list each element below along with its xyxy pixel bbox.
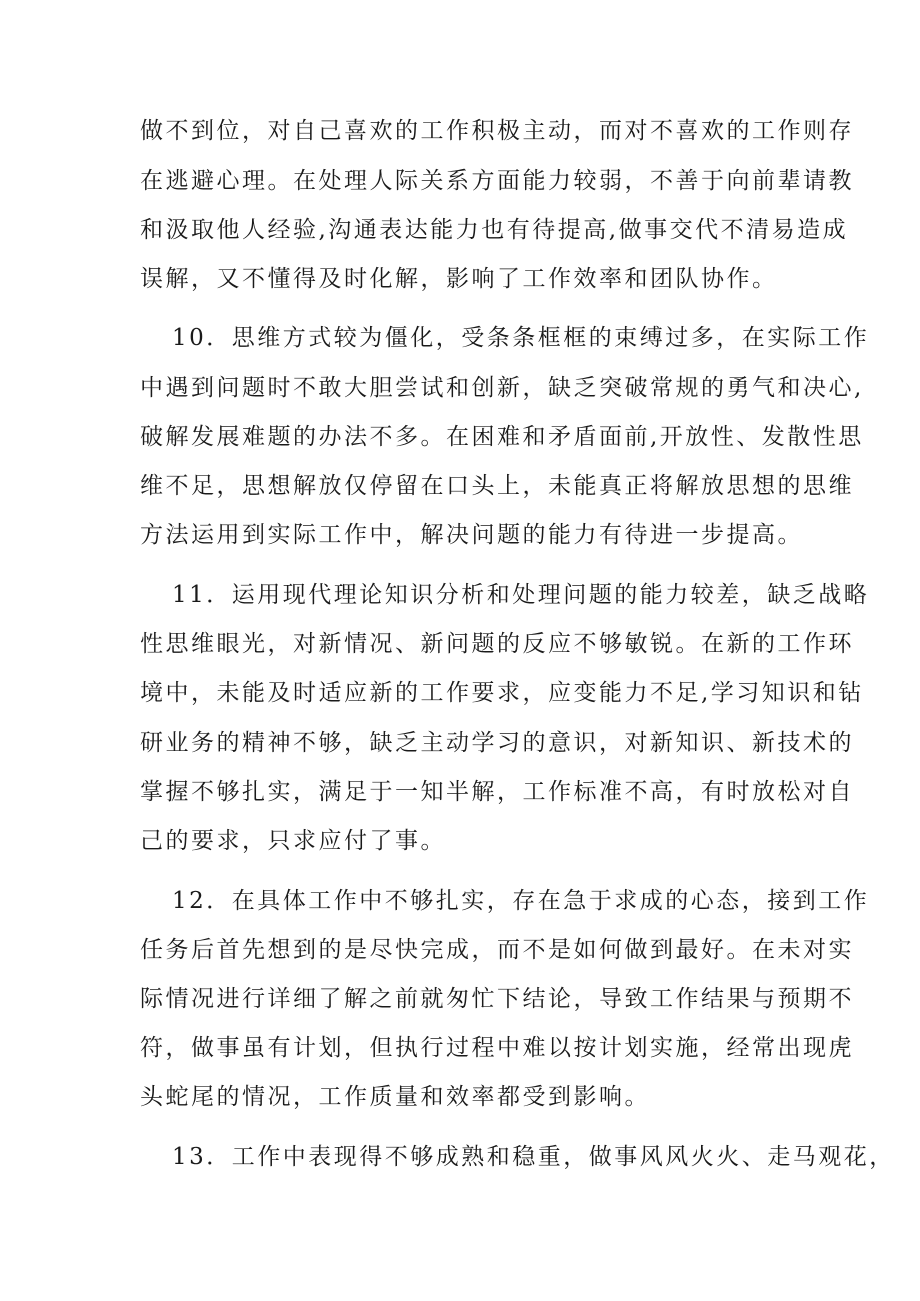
text-line: 13．工作中表现得不够成熟和稳重，做事风风火火、走马观花， xyxy=(172,1144,895,1170)
text-line: 和汲取他人经验,沟通表达能力也有待提高,做事交代不清易造成 xyxy=(140,217,849,243)
text-line: 在逃避心理。在处理人际关系方面能力较弱，不善于向前辈请教 xyxy=(140,168,854,194)
text-line: 中遇到问题时不敢大胆尝试和创新，缺乏突破常规的勇气和决心, xyxy=(140,375,864,401)
text-line: 12．在具体工作中不够扎实，存在急于求成的心态，接到工作 xyxy=(172,888,870,914)
text-line: 10．思维方式较为僵化，受条条框框的束缚过多，在实际工作 xyxy=(172,325,870,351)
text-line: 误解，又不懂得及时化解，影响了工作效率和团队协作。 xyxy=(140,266,778,292)
text-line: 破解发展难题的办法不多。在困难和矛盾面前,开放性、发散性思 xyxy=(140,424,864,450)
text-line: 符，做事虽有计划，但执行过程中难以按计划实施，经常出现虎 xyxy=(140,1035,854,1061)
text-line: 维不足，思想解放仅停留在口头上，未能真正将解放思想的思维 xyxy=(140,473,854,499)
text-line: 掌握不够扎实，满足于一知半解，工作标准不高，有时放松对自 xyxy=(140,779,854,805)
text-line: 境中，未能及时适应新的工作要求，应变能力不足,学习知识和钻 xyxy=(140,680,864,706)
text-line: 性思维眼光，对新情况、新问题的反应不够敏锐。在新的工作环 xyxy=(140,631,854,657)
text-line: 研业务的精神不够，缺乏主动学习的意识，对新知识、新技术的 xyxy=(140,730,854,756)
text-line: 任务后首先想到的是尽快完成，而不是如何做到最好。在未对实 xyxy=(140,937,854,963)
text-line: 头蛇尾的情况，工作质量和效率都受到影响。 xyxy=(140,1084,650,1110)
text-line: 做不到位，对自己喜欢的工作积极主动，而对不喜欢的工作则存 xyxy=(140,118,854,144)
text-line: 11．运用现代理论知识分析和处理问题的能力较差，缺乏战略 xyxy=(172,582,870,608)
text-line: 方法运用到实际工作中，解决问题的能力有待进一步提高。 xyxy=(140,522,803,548)
text-line: 际情况进行详细了解之前就匆忙下结论，导致工作结果与预期不 xyxy=(140,986,854,1012)
text-line: 己的要求，只求应付了事。 xyxy=(140,828,446,854)
